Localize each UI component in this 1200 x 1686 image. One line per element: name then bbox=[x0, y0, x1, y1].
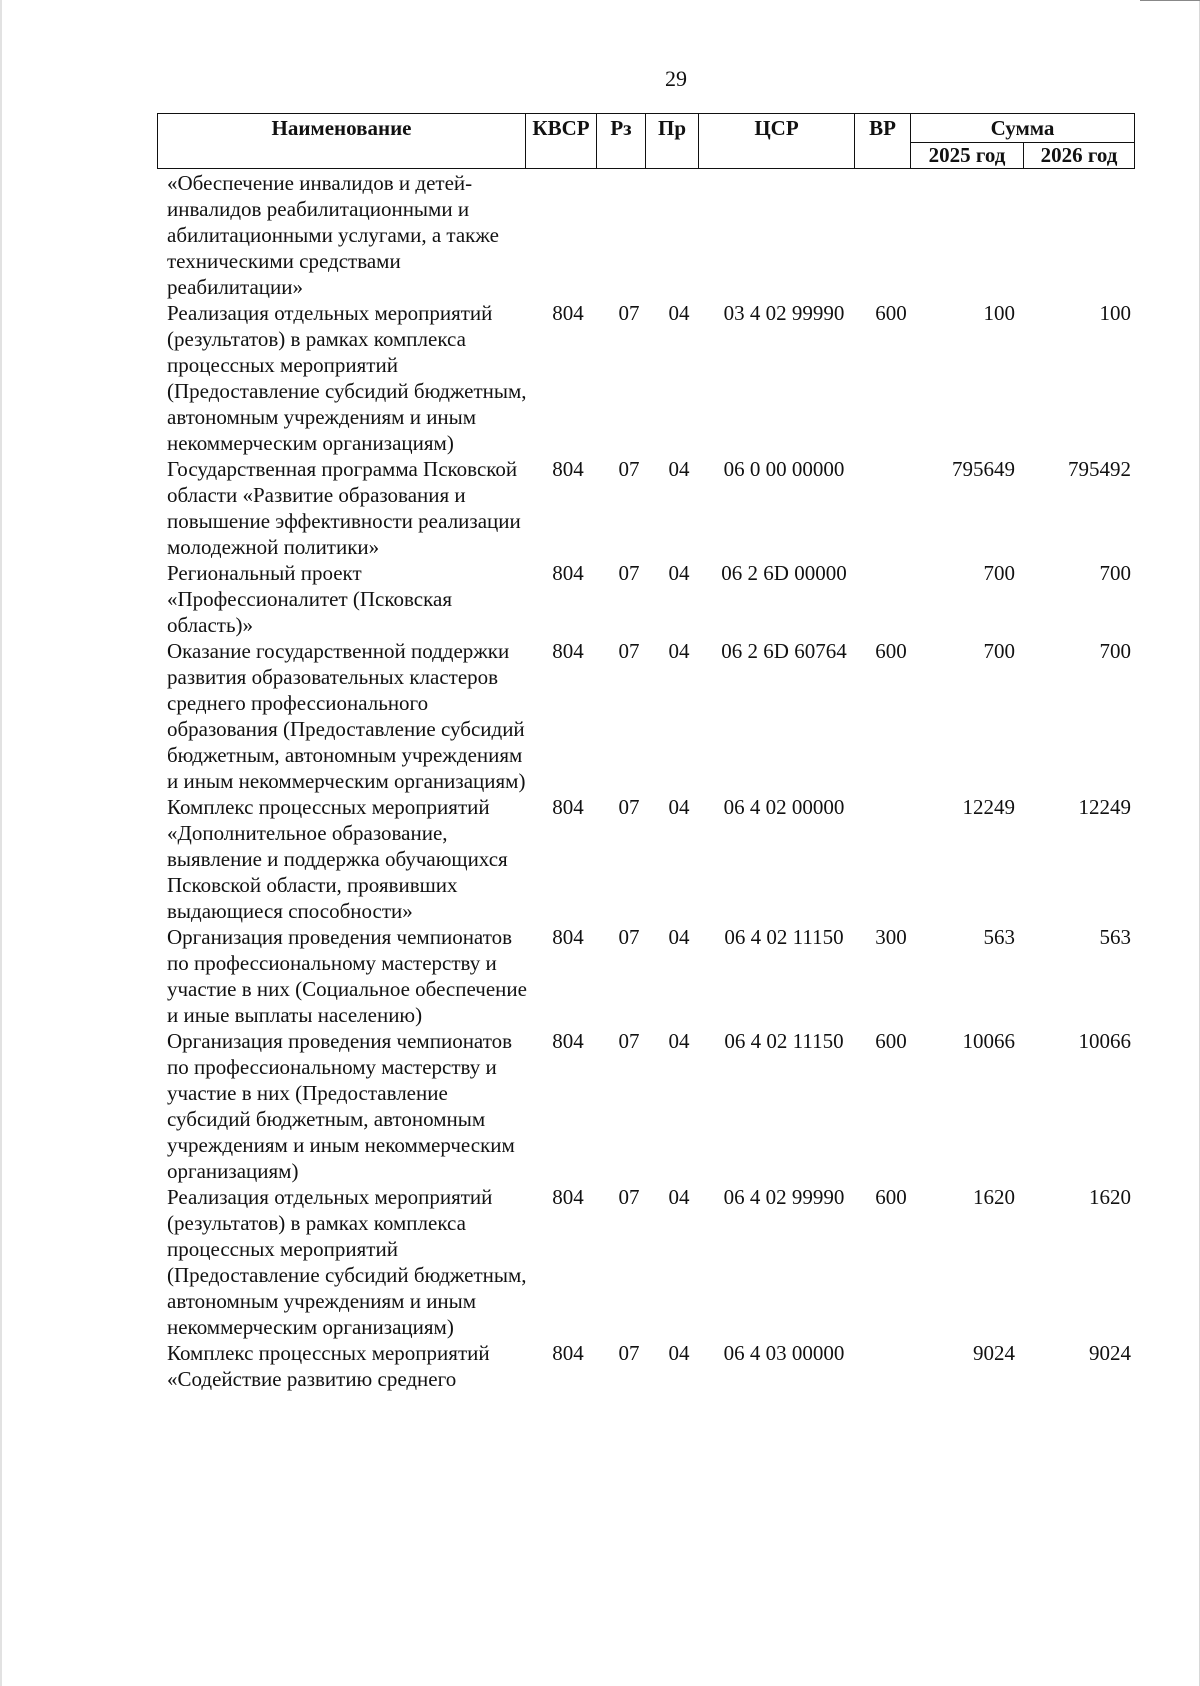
row-vr: 300 bbox=[875, 925, 907, 949]
row-2026: 1620 bbox=[1089, 1185, 1131, 1209]
row-pr: 04 bbox=[668, 1029, 690, 1053]
row-2026: 100 bbox=[1099, 301, 1131, 325]
table-row bbox=[157, 300, 1135, 456]
row-csr: 06 0 00 00000 bbox=[723, 457, 845, 481]
row-2025: 563 bbox=[983, 925, 1015, 949]
row-rz: 07 bbox=[618, 925, 640, 949]
header-2025: 2025 год bbox=[910, 142, 1024, 169]
row-name: Государственная программа Псковской области «Развитие образования и повышение эффективности реализации молодежной политики» bbox=[167, 457, 521, 559]
header-pr: Пр bbox=[645, 113, 699, 169]
row-rz: 07 bbox=[618, 561, 640, 585]
row-rz: 07 bbox=[618, 1185, 640, 1209]
row-csr: 06 4 03 00000 bbox=[723, 1341, 845, 1365]
row-pr: 04 bbox=[668, 1341, 690, 1365]
row-name: Комплекс процессных мероприятий «Содействие развитию среднего bbox=[167, 1341, 490, 1391]
row-name: Комплекс процессных мероприятий «Дополнительное образование, выявление и поддержка обучающихся Псковской области, проявивших выдающиеся способности» bbox=[167, 795, 508, 923]
table-body bbox=[157, 170, 1135, 1392]
row-name: Организация проведения чемпионатов по профессиональному мастерству и участие в них (Предоставление субсидий бюджетным, автономным учреждениям и иным некоммерческим организациям) bbox=[167, 1029, 515, 1183]
table-row bbox=[157, 456, 1135, 560]
table-row bbox=[157, 1184, 1135, 1340]
row-pr: 04 bbox=[668, 795, 690, 819]
row-rz: 07 bbox=[618, 1029, 640, 1053]
table-row bbox=[157, 638, 1135, 794]
row-kvsr: 804 bbox=[552, 795, 584, 819]
table-row bbox=[157, 560, 1135, 638]
row-vr: 600 bbox=[875, 1185, 907, 1209]
row-2025: 1620 bbox=[973, 1185, 1015, 1209]
row-rz: 07 bbox=[618, 1341, 640, 1365]
row-rz: 07 bbox=[618, 795, 640, 819]
scan-left-edge bbox=[0, 0, 2, 1686]
row-pr: 04 bbox=[668, 1185, 690, 1209]
row-kvsr: 804 bbox=[552, 301, 584, 325]
scan-top-mark bbox=[1140, 0, 1200, 1]
header-2026: 2026 год bbox=[1023, 142, 1135, 169]
row-2025: 700 bbox=[983, 639, 1015, 663]
row-2025: 795649 bbox=[952, 457, 1015, 481]
row-2025: 12249 bbox=[962, 795, 1015, 819]
table-row bbox=[157, 794, 1135, 924]
table-row bbox=[157, 1028, 1135, 1184]
row-2026: 700 bbox=[1099, 561, 1131, 585]
row-csr: 03 4 02 99990 bbox=[723, 301, 845, 325]
row-2026: 10066 bbox=[1078, 1029, 1131, 1053]
row-2026: 12249 bbox=[1078, 795, 1131, 819]
header-sum: Сумма bbox=[910, 113, 1135, 143]
row-rz: 07 bbox=[618, 301, 640, 325]
row-kvsr: 804 bbox=[552, 639, 584, 663]
row-vr: 600 bbox=[875, 301, 907, 325]
row-csr: 06 2 6D 00000 bbox=[721, 561, 847, 585]
header-csr: ЦСР bbox=[698, 113, 855, 169]
row-pr: 04 bbox=[668, 925, 690, 949]
page-number: 29 bbox=[665, 66, 687, 91]
row-csr: 06 4 02 11150 bbox=[724, 925, 844, 949]
row-name: Региональный проект «Профессионалитет (Псковская область)» bbox=[167, 561, 452, 637]
header-name: Наименование bbox=[157, 113, 526, 169]
row-2026: 563 bbox=[1099, 925, 1131, 949]
row-2026: 795492 bbox=[1068, 457, 1131, 481]
row-name: Организация проведения чемпионатов по профессиональному мастерству и участие в них (Социальное обеспечение и иные выплаты населению) bbox=[167, 925, 527, 1027]
row-2025: 9024 bbox=[973, 1341, 1015, 1365]
row-csr: 06 4 02 00000 bbox=[723, 795, 845, 819]
table-row bbox=[157, 924, 1135, 1028]
row-csr: 06 4 02 99990 bbox=[723, 1185, 845, 1209]
row-kvsr: 804 bbox=[552, 457, 584, 481]
row-rz: 07 bbox=[618, 457, 640, 481]
row-name: Реализация отдельных мероприятий (результатов) в рамках комплекса процессных мероприятий (Предоставление субсидий бюджетным, автономным учреждениям и иным некоммерческим организациям) bbox=[167, 1185, 527, 1339]
header-rz: Рз bbox=[596, 113, 646, 169]
row-kvsr: 804 bbox=[552, 925, 584, 949]
row-pr: 04 bbox=[668, 301, 690, 325]
table-row bbox=[157, 170, 1135, 300]
row-2026: 700 bbox=[1099, 639, 1131, 663]
row-kvsr: 804 bbox=[552, 1341, 584, 1365]
row-csr: 06 4 02 11150 bbox=[724, 1029, 844, 1053]
row-pr: 04 bbox=[668, 639, 690, 663]
row-2025: 100 bbox=[983, 301, 1015, 325]
row-kvsr: 804 bbox=[552, 561, 584, 585]
header-kvsr: КВСР bbox=[525, 113, 597, 169]
row-kvsr: 804 bbox=[552, 1185, 584, 1209]
row-name: Реализация отдельных мероприятий (результатов) в рамках комплекса процессных мероприятий (Предоставление субсидий бюджетным, автономным учреждениям и иным некоммерческим организациям) bbox=[167, 301, 527, 455]
row-2026: 9024 bbox=[1089, 1341, 1131, 1365]
row-2025: 700 bbox=[983, 561, 1015, 585]
row-pr: 04 bbox=[668, 561, 690, 585]
table-row bbox=[157, 1340, 1135, 1392]
header-vr: ВР bbox=[854, 113, 911, 169]
row-pr: 04 bbox=[668, 457, 690, 481]
row-vr: 600 bbox=[875, 639, 907, 663]
row-name: Оказание государственной поддержки развития образовательных кластеров среднего профессионального образования (Предоставление субсидий бюджетным, автономным учреждениям и иным некоммерческим организациям) bbox=[167, 639, 526, 793]
row-name: «Обеспечение инвалидов и детей-инвалидов реабилитационными и абилитационными услугами, а также техническими средствами реабилитации» bbox=[167, 171, 499, 299]
row-2025: 10066 bbox=[962, 1029, 1015, 1053]
row-kvsr: 804 bbox=[552, 1029, 584, 1053]
row-rz: 07 bbox=[618, 639, 640, 663]
row-csr: 06 2 6D 60764 bbox=[721, 639, 847, 663]
row-vr: 600 bbox=[875, 1029, 907, 1053]
table-header bbox=[157, 113, 1135, 169]
